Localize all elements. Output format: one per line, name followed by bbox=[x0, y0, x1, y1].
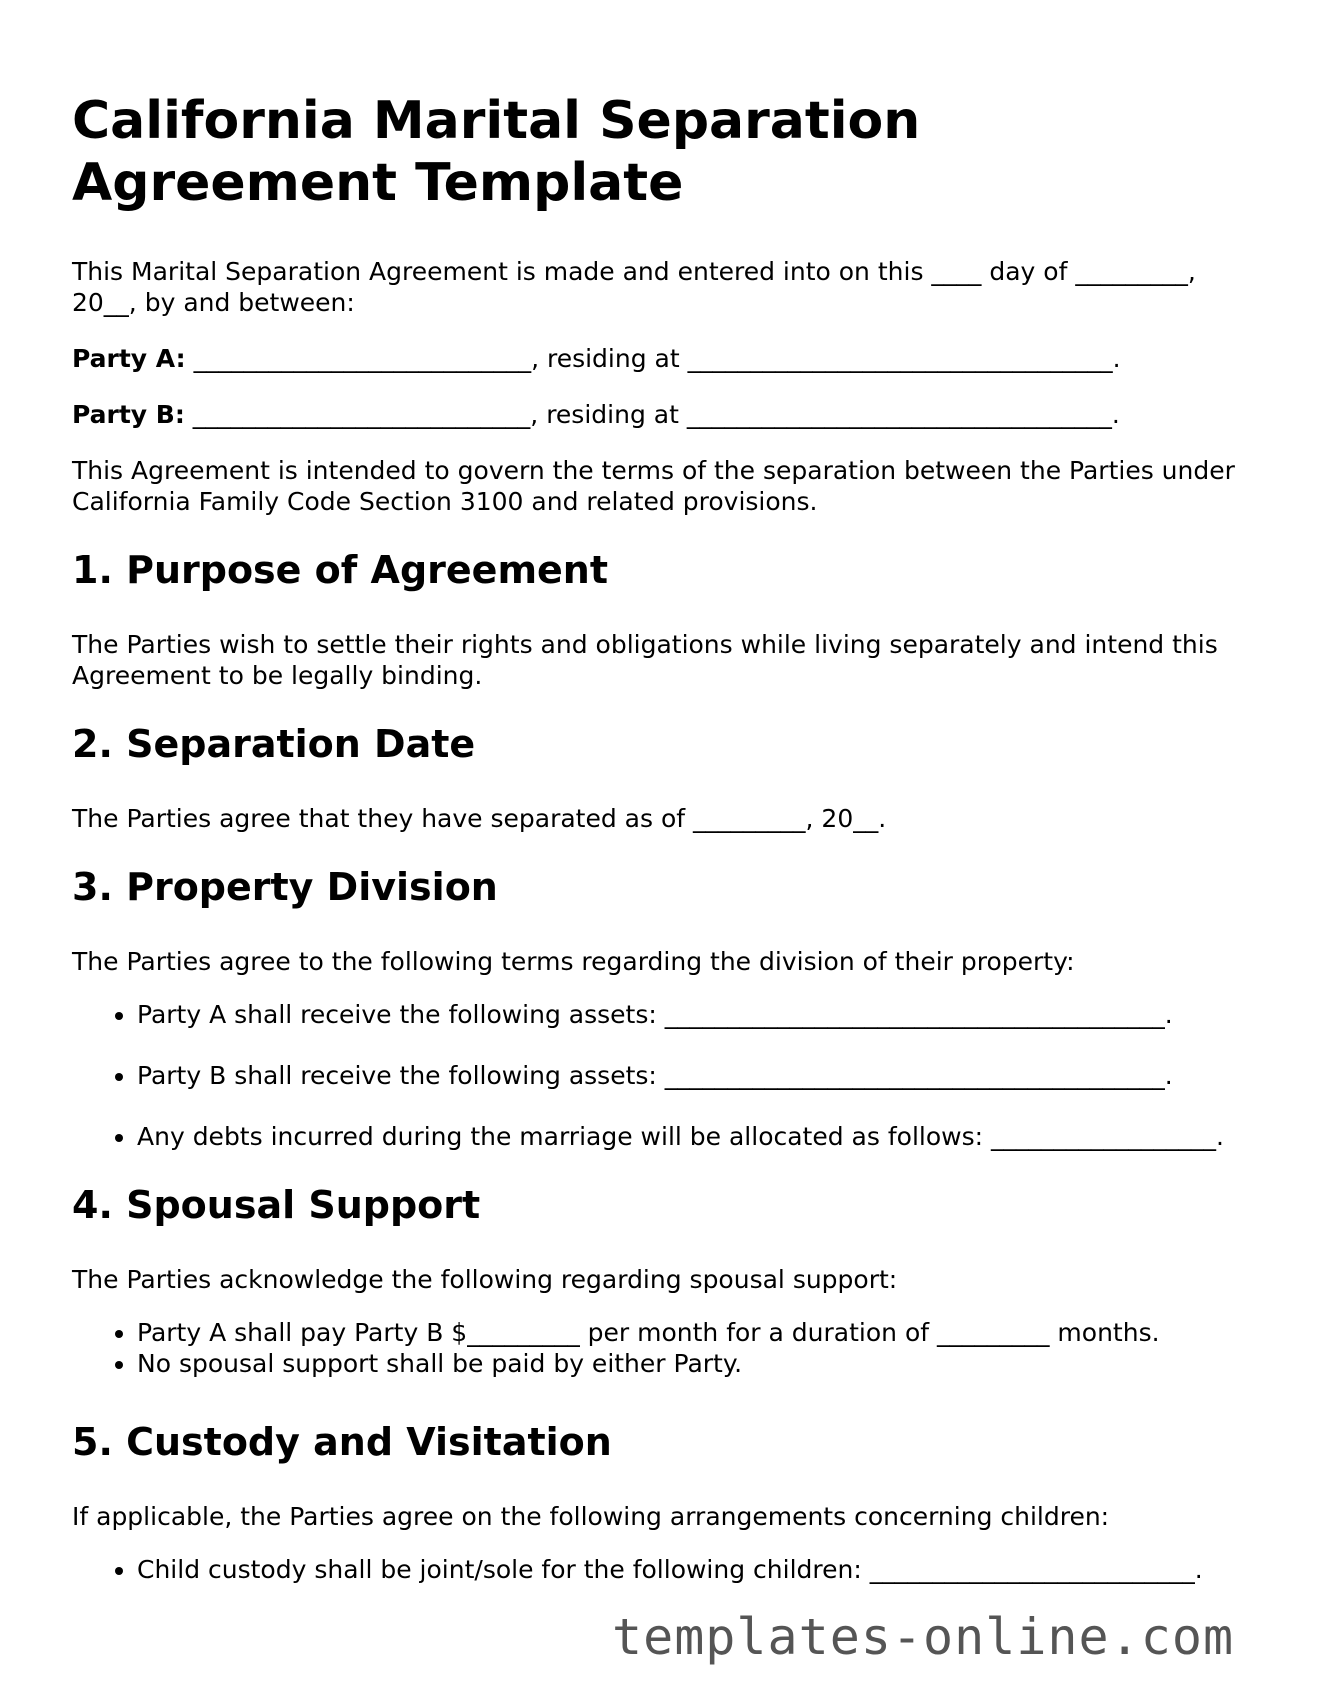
support-list bbox=[72, 1317, 1252, 1379]
party-b-blanks: ___________________________, residing at __________________________________. bbox=[184, 400, 1120, 429]
section-property-division bbox=[72, 864, 1252, 1152]
list-item: • Child custody shall be joint/sole for the following children: __________________________. bbox=[137, 1554, 1252, 1585]
section-heading: 1. Purpose of Agreement bbox=[72, 548, 609, 592]
section-text: The Parties acknowledge the following regarding spousal support: bbox=[72, 1265, 898, 1294]
watermark: templates-online.com bbox=[612, 1608, 1235, 1666]
custody-list bbox=[72, 1554, 1252, 1585]
list-item: • Party B shall receive the following assets: ________________________________________. bbox=[137, 1060, 1252, 1091]
section-text: The Parties agree that they have separated as of _________, 20__. bbox=[72, 804, 887, 833]
section-text: The Parties agree to the following terms regarding the division of their property: bbox=[72, 947, 1075, 976]
list-item: • Party A shall receive the following assets: ________________________________________. bbox=[137, 999, 1252, 1030]
party-b-label: Party B: bbox=[72, 400, 185, 429]
list-item: • Party A shall pay Party B $_________ per month for a duration of _________ months. bbox=[137, 1317, 1252, 1348]
document-title: California Marital Separation Agreement Template bbox=[72, 91, 921, 213]
party-a-line bbox=[72, 343, 1252, 374]
document-page bbox=[72, 90, 1252, 1615]
section-spousal-support bbox=[72, 1182, 1252, 1379]
section-text: If applicable, the Parties agree on the following arrangements concerning children: bbox=[72, 1502, 1110, 1531]
party-b-line bbox=[72, 399, 1252, 430]
section-custody bbox=[72, 1419, 1252, 1585]
section-heading: 2. Separation Date bbox=[72, 722, 476, 766]
section-separation-date bbox=[72, 721, 1252, 834]
section-purpose bbox=[72, 547, 1252, 691]
party-a-blanks: ___________________________, residing at __________________________________. bbox=[185, 344, 1121, 373]
section-heading: 3. Property Division bbox=[72, 865, 498, 909]
section-heading: 5. Custody and Visitation bbox=[72, 1420, 612, 1464]
section-heading: 4. Spousal Support bbox=[72, 1183, 481, 1227]
list-item: • Any debts incurred during the marriage will be allocated as follows: __________________. bbox=[137, 1121, 1252, 1152]
governing-paragraph: This Agreement is intended to govern the terms of the separation between the Parties under California Family Code Section 3100 and related provisions. bbox=[72, 456, 1235, 516]
section-text: The Parties wish to settle their rights and obligations while living separately and intend this Agreement to be legally binding. bbox=[72, 630, 1218, 690]
party-a-label: Party A: bbox=[72, 344, 186, 373]
list-item: • No spousal support shall be paid by either Party. bbox=[137, 1348, 1252, 1379]
property-list bbox=[72, 999, 1252, 1152]
intro-paragraph: This Marital Separation Agreement is made and entered into on this ____ day of _________, 20__, by and between: bbox=[72, 257, 1196, 317]
